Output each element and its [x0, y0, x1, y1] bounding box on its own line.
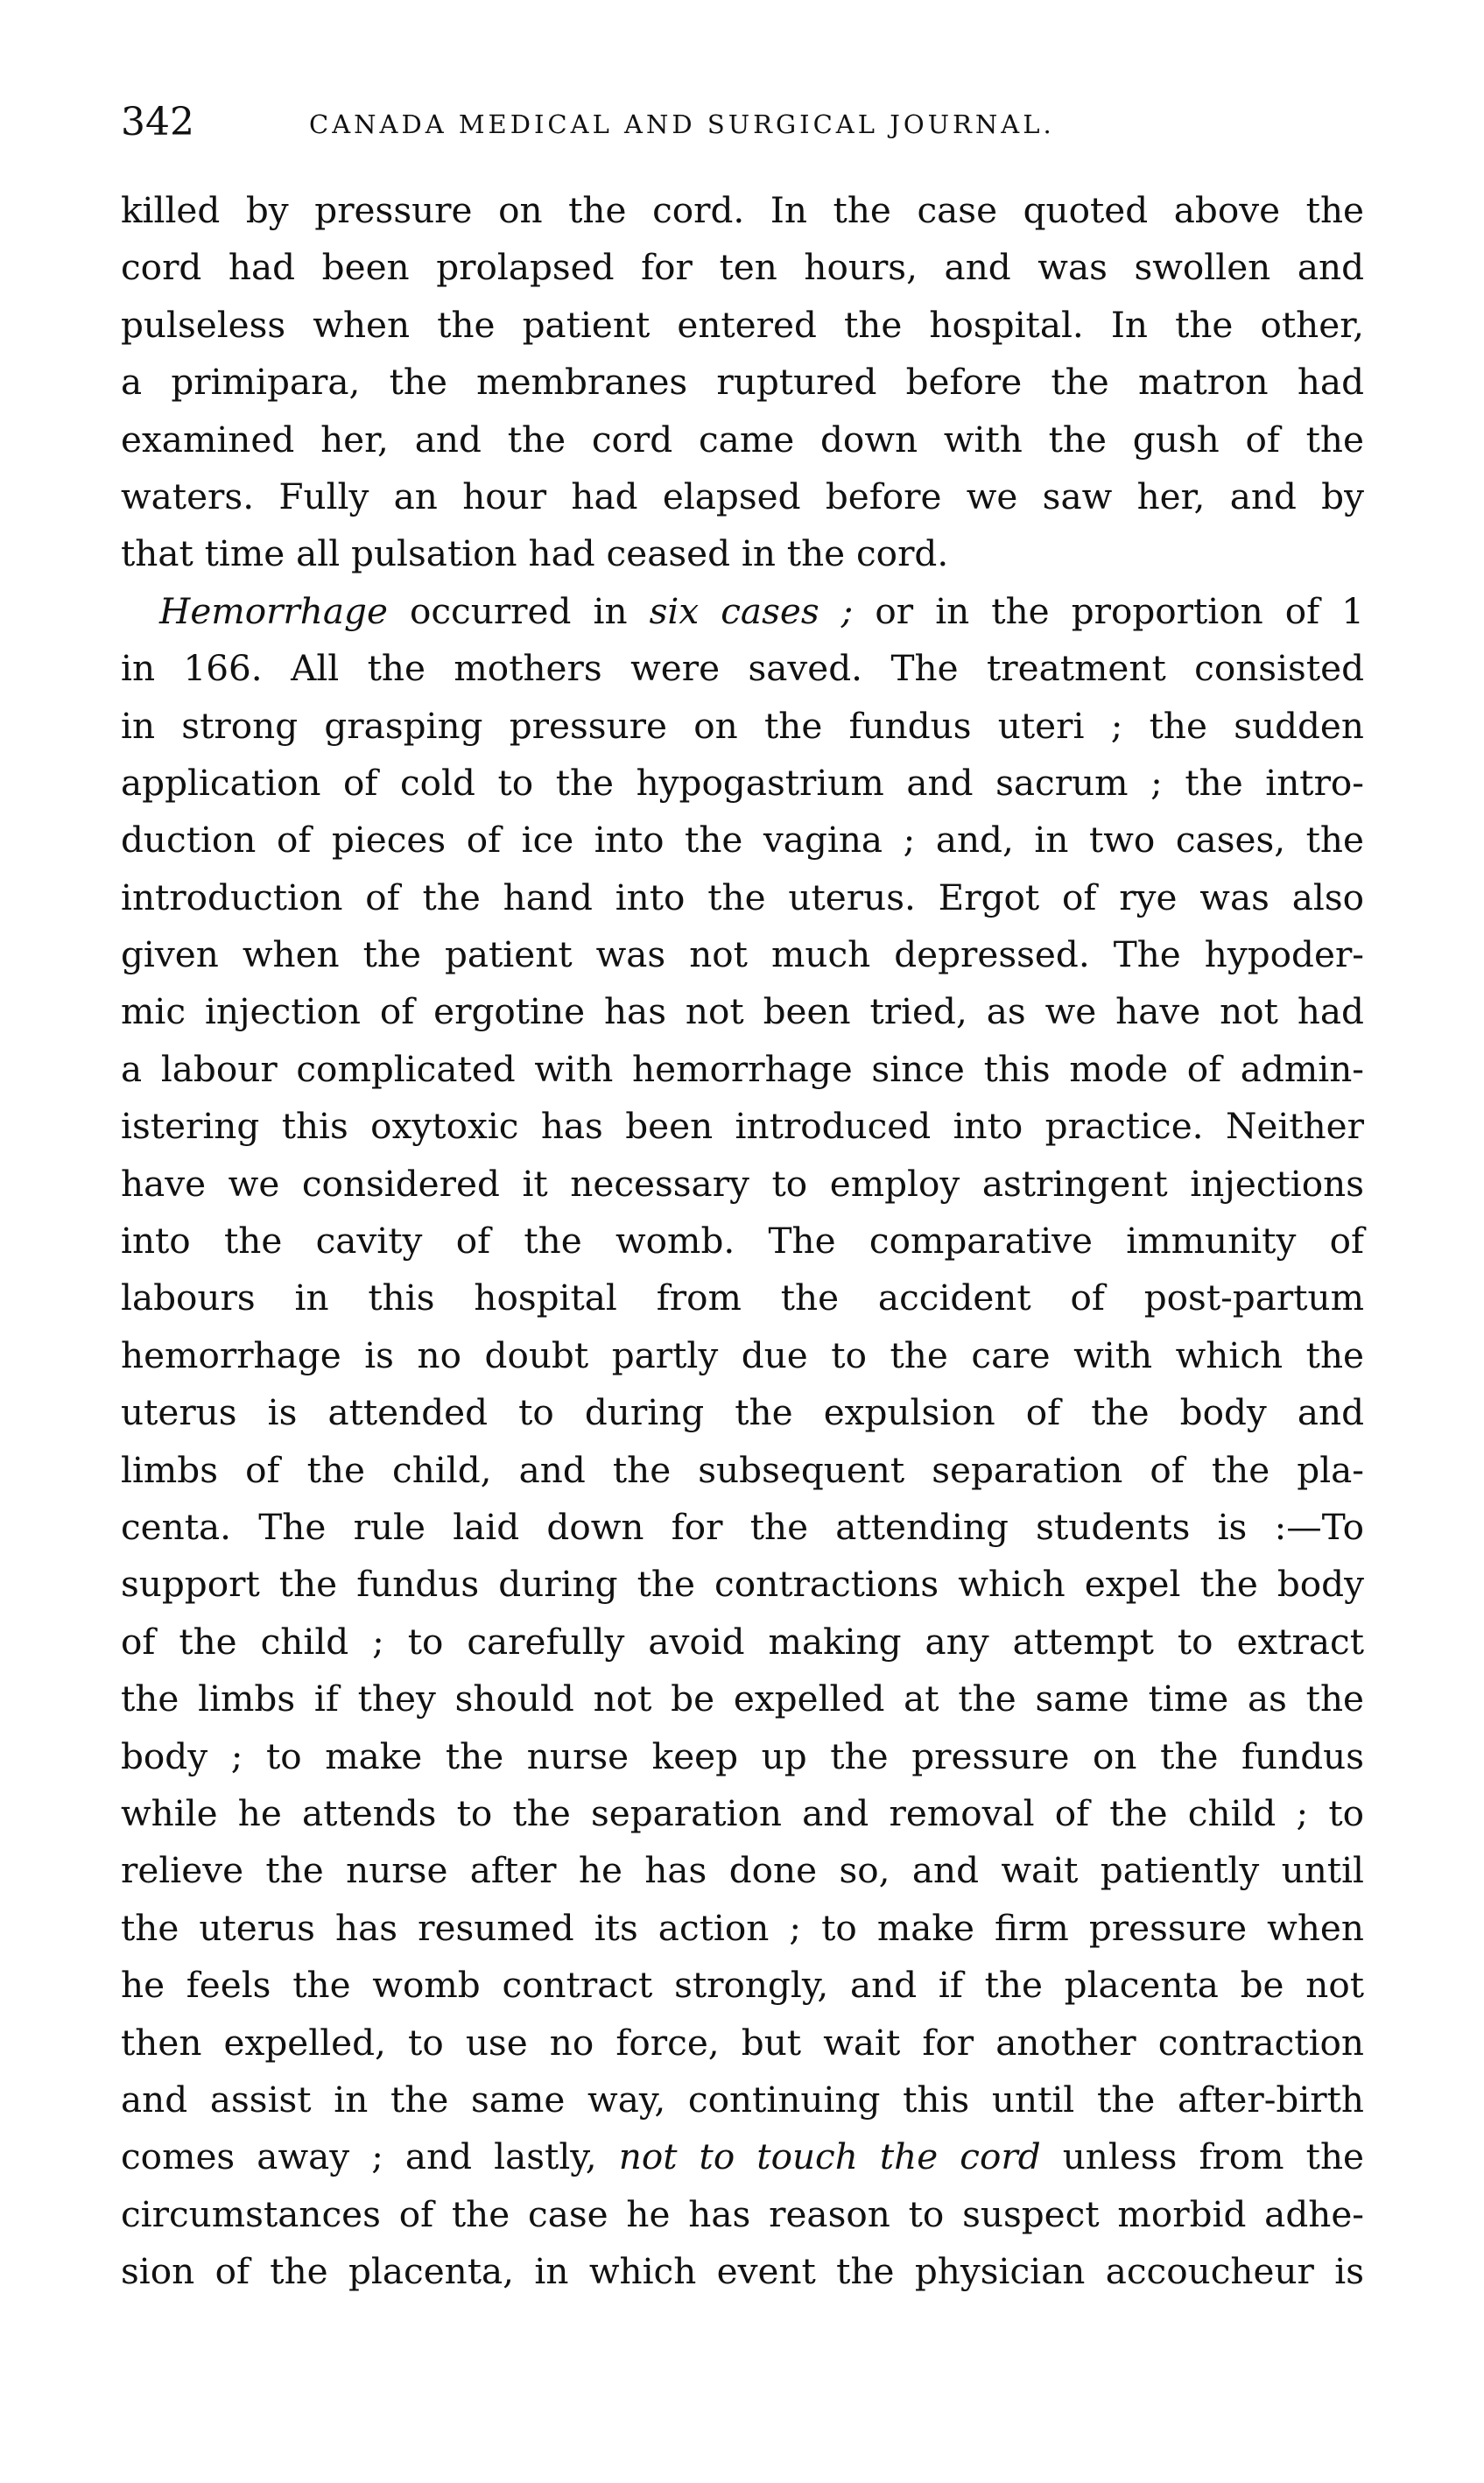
text-line: limbs of the child, and the subsequent separation of the pla-	[121, 1448, 1364, 1491]
text-line: given when the patient was not much depressed. The hypoder-	[121, 933, 1364, 976]
text-line: a primipara, the membranes ruptured before the matron had	[121, 361, 1364, 404]
text-line: mic injection of ergotine has not been tried, as we have not had	[121, 990, 1364, 1033]
text-fragment: unless from the	[1040, 2135, 1364, 2178]
body-text	[121, 182, 1364, 2300]
text-line: hemorrhage is no doubt partly due to the care with which the	[121, 1333, 1364, 1376]
text-line: and assist in the same way, continuing this until the after-birth	[121, 2078, 1364, 2121]
text-line	[121, 2128, 1364, 2185]
text-fragment: comes away ; and lastly,	[121, 2135, 619, 2178]
text-line: duction of pieces of ice into the vagina ; and, in two cases, the	[121, 819, 1364, 862]
page-number: 342	[121, 100, 194, 144]
italic-phrase: not to touch the cord	[618, 2135, 1041, 2178]
journal-title: CANADA MEDICAL AND SURGICAL JOURNAL.	[309, 109, 1055, 139]
italic-term: Hemorrhage	[159, 589, 388, 632]
text-fragment: or in the proportion of 1	[853, 589, 1364, 632]
text-line	[121, 583, 1364, 640]
text-line: have we considered it necessary to employ astringent injections	[121, 1162, 1364, 1205]
text-line: a labour complicated with hemorrhage since this mode of admin-	[121, 1047, 1364, 1090]
text-line: waters. Fully an hour had elapsed before we saw her, and by	[121, 475, 1364, 517]
text-line: istering this oxytoxic has been introduced into practice. Neither	[121, 1105, 1364, 1148]
text-line: body ; to make the nurse keep up the pressure on the fundus	[121, 1734, 1364, 1777]
text-line: support the fundus during the contractions which expel the body	[121, 1563, 1364, 1606]
text-line: the limbs if they should not be expelled at the same time as the	[121, 1678, 1364, 1720]
running-head	[121, 96, 1364, 149]
text-line: cord had been prolapsed for ten hours, and was swollen and	[121, 246, 1364, 289]
text-line: uterus is attended to during the expulsion of the body and	[121, 1391, 1364, 1434]
text-line: of the child ; to carefully avoid making any attempt to extract	[121, 1620, 1364, 1663]
text-line: centa. The rule laid down for the attending students is :—To	[121, 1505, 1364, 1548]
text-line: labours in this hospital from the accident of post-partum	[121, 1277, 1364, 1319]
text-line: introduction of the hand into the uterus. Ergot of rye was also	[121, 876, 1364, 918]
text-line: in 166. All the mothers were saved. The treatment consisted	[121, 647, 1364, 690]
text-line: relieve the nurse after he has done so, and wait patiently until	[121, 1849, 1364, 1892]
text-line: examined her, and the cord came down with the gush of the	[121, 418, 1364, 461]
text-line: into the cavity of the womb. The comparative immunity of	[121, 1220, 1364, 1263]
text-line: that time all pulsation had ceased in the cord.	[121, 532, 949, 575]
text-line: he feels the womb contract strongly, and if the placenta be not	[121, 1964, 1364, 2007]
text-line: then expelled, to use no force, but wait for another contraction	[121, 2021, 1364, 2064]
text-line: in strong grasping pressure on the fundus uteri ; the sudden	[121, 704, 1364, 747]
text-line: pulseless when the patient entered the hospital. In the other,	[121, 303, 1364, 346]
text-line: circumstances of the case he has reason to suspect morbid adhe-	[121, 2192, 1364, 2235]
text-line: sion of the placenta, in which event the physician accoucheur is	[121, 2250, 1364, 2293]
text-line: application of cold to the hypogastrium and sacrum ; the intro-	[121, 761, 1364, 804]
text-line: while he attends to the separation and removal of the child ; to	[121, 1791, 1364, 1834]
text-line: the uterus has resumed its action ; to make firm pressure when	[121, 1906, 1364, 1949]
text-line: killed by pressure on the cord. In the case quoted above the	[121, 189, 1364, 231]
italic-term: six cases ;	[649, 589, 854, 632]
text-fragment: occurred in	[387, 589, 650, 632]
